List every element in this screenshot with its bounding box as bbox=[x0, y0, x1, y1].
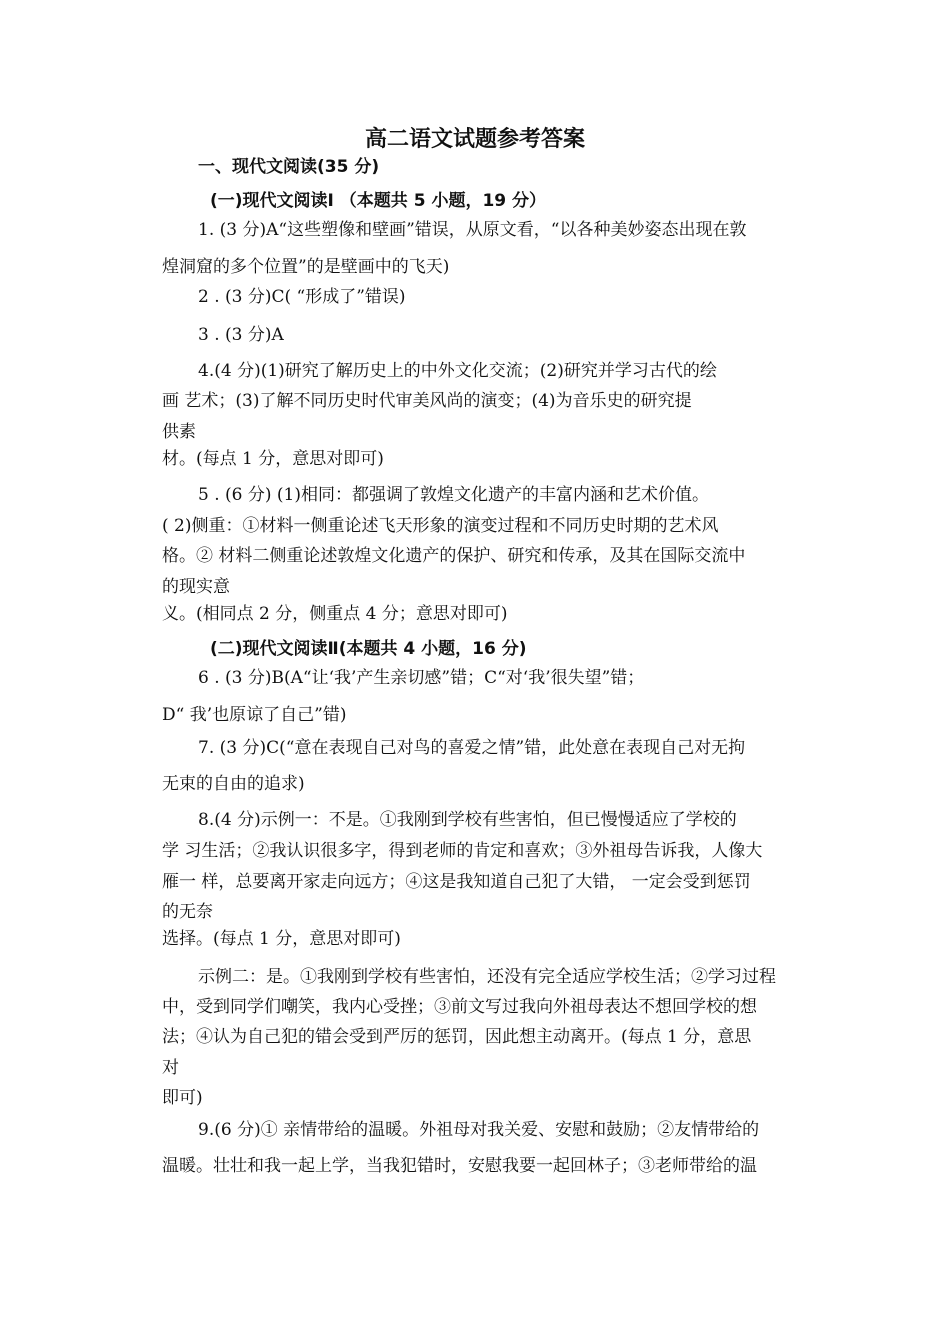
answer-1-line-2: 煌洞窟的多个位置”的是壁画中的飞天) bbox=[162, 257, 450, 277]
answer-4-line-4: 材。(每点 1 分，意思对即可) bbox=[162, 449, 384, 469]
answer-4-line-2: 画 艺术；(3)了解不同历史时代审美风尚的演变；(4)为音乐史的研究提 bbox=[162, 391, 692, 411]
answer-8-line-5: 选择。(每点 1 分，意思对即可) bbox=[162, 929, 401, 949]
answer-8-line-1: 8.(4 分)示例一：不是。①我刚到学校有些害怕，但已慢慢适应了学校的 bbox=[198, 810, 737, 830]
answer-8-example-2-line-2: 中，受到同学们嘲笑，我内心受挫；③前文写过我向外祖母表达不想回学校的想 bbox=[162, 997, 757, 1017]
answer-9-line-1: 9.(6 分)① 亲情带给的温暖。外祖母对我关爱、安慰和鼓励；②友情带给的 bbox=[198, 1120, 760, 1140]
answer-8-line-3: 雁一 样，总要离开家走向远方；④这是我知道自己犯了大错， 一定会受到惩罚 bbox=[162, 872, 751, 892]
page-title: 高二语文试题参考答案 bbox=[364, 127, 585, 152]
answer-8-example-2-line-3: 法；④认为自己犯的错会受到严厉的惩罚，因此想主动离开。(每点 1 分，意思 bbox=[162, 1027, 752, 1047]
answer-6-line-1: 6 . (3 分)B(A“让‘我’产生亲切感”错；C“对‘我’很失望”错； bbox=[198, 668, 645, 688]
part-heading-reading-1: (一)现代文阅读Ⅰ （本题共 5 小题，19 分） bbox=[210, 191, 547, 211]
answer-5-line-2: ( 2)侧重：①材料一侧重论述飞天形象的演变过程和不同历史时期的艺术风 bbox=[162, 516, 719, 536]
answer-8-line-4: 的无奈 bbox=[162, 902, 213, 922]
answer-9-line-2: 温暖。壮壮和我一起上学，当我犯错时，安慰我要一起回林子；③老师带给的温 bbox=[162, 1156, 757, 1176]
answer-7-line-1: 7. (3 分)C(“意在表现自己对鸟的喜爱之情”错，此处意在表现自己对无拘 bbox=[198, 738, 746, 758]
answer-2: 2 . (3 分)C( “形成了”错误) bbox=[198, 287, 406, 307]
answer-8-example-2-line-4: 对 bbox=[162, 1058, 179, 1078]
answer-1-line-1: 1. (3 分)A“这些塑像和壁画”错误，从原文看，“以各种美妙姿态出现在敦 bbox=[198, 220, 747, 240]
section-heading-modern-reading: 一、现代文阅读(35 分) bbox=[198, 157, 380, 177]
answer-3: 3 . (3 分)A bbox=[198, 325, 284, 345]
answer-7-line-2: 无束的自由的追求) bbox=[162, 774, 305, 794]
answer-4-line-1: 4.(4 分)(1)研究了解历史上的中外文化交流；(2)研究并学习古代的绘 bbox=[198, 361, 717, 381]
answer-5-line-4: 的现实意 bbox=[162, 577, 230, 597]
answer-4-line-3: 供素 bbox=[162, 422, 196, 442]
answer-5-line-5: 义。(相同点 2 分，侧重点 4 分；意思对即可) bbox=[162, 604, 508, 624]
part-heading-reading-2: (二)现代文阅读Ⅱ(本题共 4 小题，16 分) bbox=[210, 639, 527, 659]
answer-5-line-1: 5 . (6 分) (1)相同：都强调了敦煌文化遗产的丰富内涵和艺术价值。 bbox=[198, 485, 709, 505]
answer-8-example-2-line-5: 即可) bbox=[162, 1088, 203, 1108]
answer-6-line-2: D“ 我’也原谅了自己”错) bbox=[162, 705, 347, 725]
answer-8-line-2: 学 习生活；②我认识很多字，得到老师的肯定和喜欢；③外祖母告诉我，人像大 bbox=[162, 841, 763, 861]
answer-5-line-3: 格。② 材料二侧重论述敦煌文化遗产的保护、研究和传承，及其在国际交流中 bbox=[162, 546, 746, 566]
answer-8-example-2-line-1: 示例二：是。①我刚到学校有些害怕，还没有完全适应学校生活；②学习过程 bbox=[198, 967, 776, 987]
